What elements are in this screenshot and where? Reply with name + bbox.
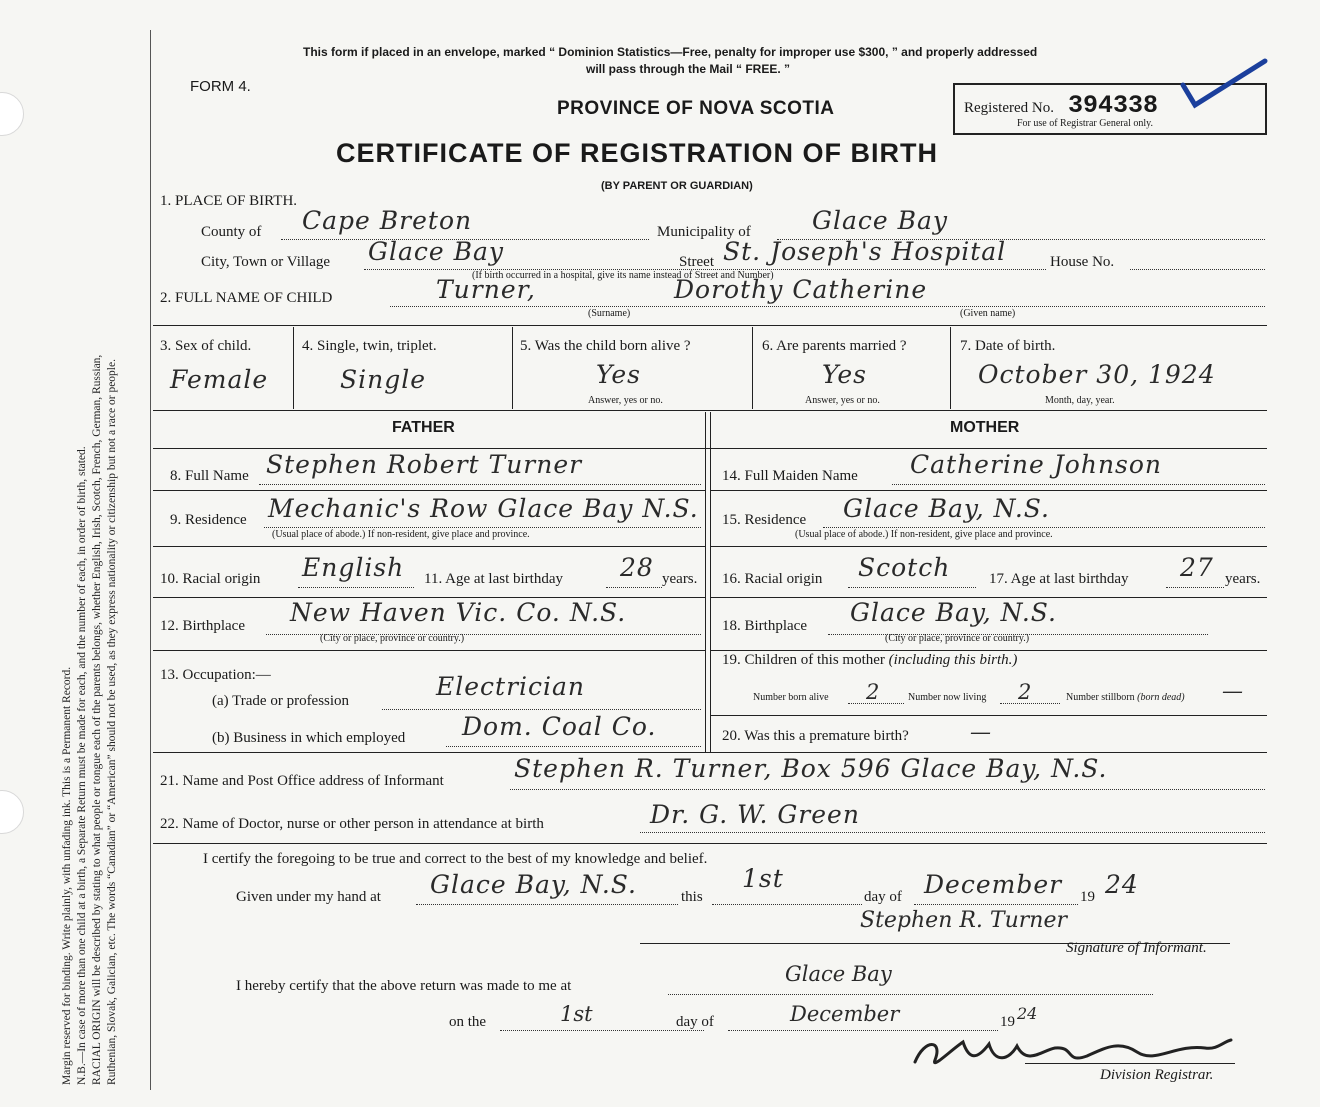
municipality-label: Municipality of (657, 224, 751, 240)
premature-label: 20. Was this a premature birth? (722, 728, 909, 744)
father-racial-label: 10. Racial origin (160, 571, 261, 587)
business-value: Dom. Coal Co. (462, 712, 657, 741)
mother-racial-label: 16. Racial origin (722, 571, 823, 587)
children-label-text: 19. Children of this mother (722, 652, 885, 668)
form-number: FORM 4. (190, 78, 251, 95)
province-heading: PROVINCE OF NOVA SCOTIA (557, 98, 835, 119)
surname-note: (Surname) (588, 308, 631, 319)
child-surname: Turner, (436, 275, 536, 304)
street-value: St. Joseph's Hospital (723, 237, 1007, 266)
margin-line-3: RACIAL ORIGIN will be described by stating to what people or tongue each of the parents belongs, whether English, Irish, Scotch, French, German, Russian, (91, 354, 103, 1085)
county-value: Cape Breton (302, 206, 473, 235)
mother-birthplace-note: (City or place, province or country.) (885, 633, 1030, 644)
parents-married-value: Yes (822, 360, 867, 389)
dob-value: October 30, 1924 (978, 360, 1216, 389)
mother-heading: MOTHER (950, 419, 1020, 436)
children-label-note: (including this birth.) (888, 652, 1018, 668)
registration-day: 1st (560, 1002, 593, 1026)
answer-note-6: Answer, yes or no. (805, 395, 880, 406)
mother-racial-value: Scotch (858, 553, 951, 582)
stillborn-label-text: Number stillborn (1066, 692, 1135, 703)
mother-name-value: Catherine Johnson (910, 450, 1163, 479)
given-year-prefix: 19 (1080, 889, 1095, 905)
postal-notice-1: This form if placed in an envelope, marked “ Dominion Statistics—Free, penalty for improper use $300, ” and properly addressed (303, 45, 1038, 59)
born-alive-count: 2 (866, 680, 880, 704)
mother-residence-note: (Usual place of abode.) If non-resident, give place and province. (795, 529, 1053, 540)
house-number-label: House No. (1050, 254, 1115, 270)
mother-name-label: 14. Full Maiden Name (722, 468, 858, 484)
father-years: years. (662, 571, 698, 587)
children-label (722, 652, 1017, 669)
certify-statement: I certify the foregoing to be true and correct to the best of my knowledge and belief. (203, 851, 708, 867)
given-name-note: (Given name) (960, 308, 1016, 319)
registration-year: 24 (1017, 1004, 1038, 1023)
given-dayof-label: day of (864, 889, 902, 905)
dob-label: 7. Date of birth. (960, 338, 1056, 354)
registration-place: Glace Bay (785, 962, 892, 986)
mother-birthplace-label: 18. Birthplace (722, 618, 807, 634)
checkmark-icon (1175, 55, 1270, 120)
city-label: City, Town or Village (201, 254, 331, 270)
trade-label: (a) Trade or profession (212, 693, 350, 709)
child-name-label: 2. FULL NAME OF CHILD (160, 290, 333, 306)
child-given-name: Dorothy Catherine (674, 275, 928, 304)
mother-age-value: 27 (1180, 553, 1214, 582)
registration-month: December (790, 1002, 900, 1026)
binding-hole-bottom (0, 790, 24, 834)
given-month: December (924, 870, 1063, 899)
county-label: County of (201, 224, 262, 240)
margin-instructions (60, 355, 120, 1085)
registered-label: Registered No. (964, 100, 1054, 116)
informant-label: 21. Name and Post Office address of Informant (160, 773, 444, 789)
this-label: this (681, 889, 703, 905)
division-registrar-label: Division Registrar. (1100, 1067, 1214, 1083)
father-birthplace-value: New Haven Vic. Co. N.S. (290, 598, 627, 627)
now-living-count: 2 (1018, 680, 1032, 704)
given-place: Glace Bay, N.S. (430, 870, 637, 899)
doctor-label: 22. Name of Doctor, nurse or other person in attendance at birth (160, 816, 544, 832)
now-living-label: Number now living (908, 692, 987, 703)
informant-value: Stephen R. Turner, Box 596 Glace Bay, N.S. (514, 754, 1108, 783)
stillborn-label (1066, 692, 1185, 703)
doctor-value: Dr. G. W. Green (650, 800, 860, 829)
signature-of-informant-label: Signature of Informant. (1066, 940, 1207, 956)
father-name-label: 8. Full Name (170, 468, 249, 484)
place-of-birth-label: 1. PLACE OF BIRTH. (160, 193, 298, 209)
father-birthplace-label: 12. Birthplace (160, 618, 245, 634)
street-note: (If birth occurred in a hospital, give its name instead of Street and Number) (472, 270, 774, 281)
answer-note-5: Answer, yes or no. (588, 395, 663, 406)
dob-note: Month, day, year. (1045, 395, 1115, 406)
born-alive-count-label: Number born alive (753, 692, 829, 703)
father-residence-label: 9. Residence (170, 512, 247, 528)
occupation-label: 13. Occupation:— (160, 667, 271, 683)
sex-value: Female (170, 365, 269, 394)
father-residence-value: Mechanic's Row Glace Bay N.S. (268, 494, 699, 523)
father-residence-note: (Usual place of abode.) If non-resident, give place and province. (272, 529, 530, 540)
mother-age-label: 17. Age at last birthday (989, 571, 1129, 587)
father-age-label: 11. Age at last birthday (424, 571, 563, 587)
born-alive-label: 5. Was the child born alive ? (520, 338, 691, 354)
given-year: 24 (1105, 870, 1139, 899)
single-value: Single (340, 365, 427, 394)
on-the-label: on the (449, 1014, 487, 1030)
registrar-statement: I hereby certify that the above return was made to me at (236, 978, 572, 994)
given-under-label: Given under my hand at (236, 889, 381, 905)
premature-value: — (970, 720, 991, 744)
father-name-value: Stephen Robert Turner (266, 450, 583, 479)
municipality-value: Glace Bay (812, 206, 949, 235)
margin-line-4: Ruthenian, Slovak, Galician, etc. The words “Canadian” or “American” should not be used, as they express nationality or citizenship but not a race or people. (106, 359, 118, 1085)
father-birthplace-note: (City or place, province or country.) (320, 633, 465, 644)
registrar-note: For use of Registrar General only. (1017, 118, 1153, 129)
mother-residence-value: Glace Bay, N.S. (843, 494, 1050, 523)
binding-hole-top (0, 92, 24, 136)
father-heading: FATHER (392, 419, 455, 436)
postal-notice-2: will pass through the Mail “ FREE. ” (586, 62, 791, 76)
mother-birthplace-value: Glace Bay, N.S. (850, 598, 1057, 627)
business-label: (b) Business in which employed (212, 730, 406, 746)
born-alive-value: Yes (596, 360, 641, 389)
certificate-subtitle: (BY PARENT OR GUARDIAN) (601, 180, 753, 192)
single-label: 4. Single, twin, triplet. (302, 338, 437, 354)
father-racial-value: English (302, 553, 405, 582)
registered-value: 394338 (1068, 91, 1159, 120)
registration-dayof-label: day of (676, 1014, 714, 1030)
margin-rule (150, 30, 151, 1090)
street-label: Street (679, 254, 714, 270)
parents-married-label: 6. Are parents married ? (762, 338, 907, 354)
mother-residence-label: 15. Residence (722, 512, 807, 528)
registration-year-prefix: 19 (1000, 1014, 1015, 1030)
trade-value: Electrician (436, 672, 586, 701)
given-day: 1st (742, 864, 784, 893)
stillborn-label-note: (born dead) (1137, 692, 1185, 703)
certificate-title: CERTIFICATE OF REGISTRATION OF BIRTH (336, 138, 938, 168)
father-age-value: 28 (620, 553, 654, 582)
mother-years: years. (1225, 571, 1261, 587)
city-value: Glace Bay (368, 237, 505, 266)
informant-signature: Stephen R. Turner (860, 908, 1067, 933)
stillborn-count: — (1222, 679, 1243, 703)
margin-line-2: N.B.—In case of more than one child at a birth, a Separate Return must be made for each, and the number of each, in order of birth, stated. (76, 446, 88, 1085)
margin-line-1: Margin reserved for binding. Write plainly, with unfading ink. This is a Permanent Record. (61, 666, 73, 1085)
sex-label: 3. Sex of child. (160, 338, 252, 354)
